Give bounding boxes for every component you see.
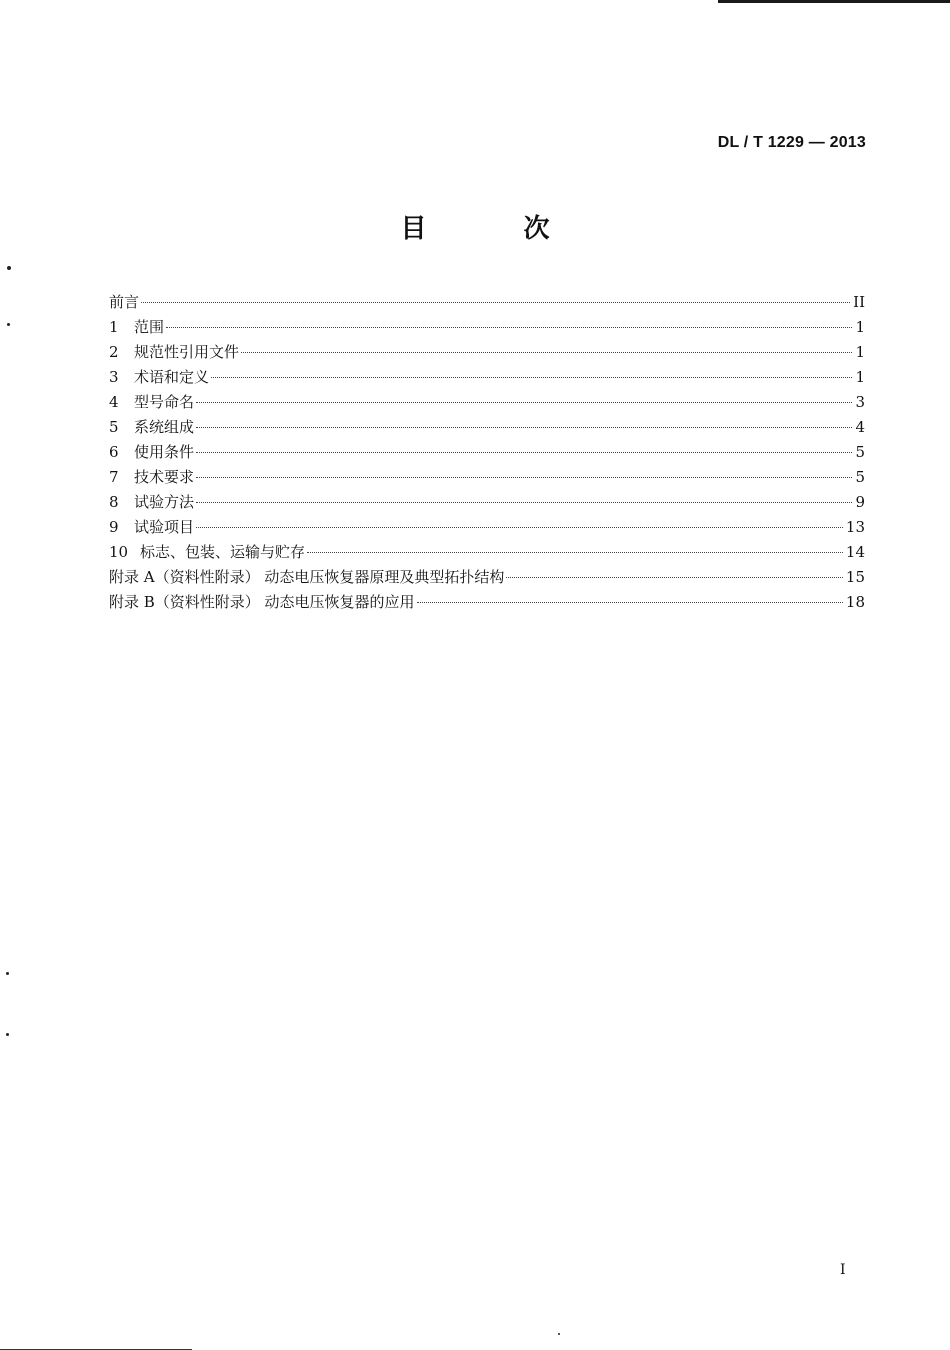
- toc-entry-7[interactable]: [109, 465, 865, 490]
- toc-entry-number: 5: [109, 418, 119, 436]
- dot-leader: [196, 527, 843, 528]
- toc-entry-page: 15: [845, 568, 865, 586]
- toc-entry-appendix-b[interactable]: [109, 590, 865, 615]
- toc-entry-page: 13: [845, 518, 865, 536]
- dot-leader: [417, 602, 843, 603]
- toc-entry-number: 10: [109, 543, 129, 561]
- page-number: I: [840, 1262, 846, 1278]
- toc-entry-page: 14: [845, 543, 865, 561]
- scan-speck: [558, 1333, 560, 1335]
- dot-leader: [241, 352, 852, 353]
- toc-title: 目 次: [400, 214, 594, 244]
- dot-leader: [196, 402, 852, 403]
- toc-entry-title: 系统组成: [134, 418, 195, 436]
- toc-entry-page: 18: [845, 593, 865, 611]
- dot-leader: [211, 377, 852, 378]
- toc-entry-title: 试验项目: [134, 518, 195, 536]
- toc-entry-title: 技术要求: [134, 468, 195, 486]
- toc-entry-appendix-a[interactable]: [109, 565, 865, 590]
- dot-leader: [196, 452, 852, 453]
- toc-entry-number: 3: [109, 368, 119, 386]
- toc-entry-title: 前言: [109, 293, 140, 311]
- toc-entry-number: 1: [109, 318, 119, 336]
- toc-entry-page: 5: [855, 443, 865, 461]
- toc-entry-5[interactable]: [109, 415, 865, 440]
- toc-entry-title: 附录 A（资料性附录） 动态电压恢复器原理及典型拓扑结构: [109, 568, 505, 586]
- toc-entry-page: 4: [855, 418, 865, 436]
- toc-entry-foreword[interactable]: [109, 290, 865, 315]
- toc-entry-title: 试验方法: [134, 493, 195, 511]
- toc-entry-8[interactable]: [109, 490, 865, 515]
- toc-entry-10[interactable]: [109, 540, 865, 565]
- standard-number: DL / T 1229 — 2013: [717, 134, 866, 151]
- scan-speck: [6, 972, 9, 975]
- toc-entry-title: 术语和定义: [134, 368, 210, 386]
- toc-entry-6[interactable]: [109, 440, 865, 465]
- scan-speck: [6, 1033, 9, 1036]
- toc-entry-number: 9: [109, 518, 119, 536]
- toc-entry-page: 5: [855, 468, 865, 486]
- toc-entry-page: 9: [855, 493, 865, 511]
- dot-leader: [196, 477, 852, 478]
- dot-leader: [307, 552, 843, 553]
- toc-entry-3[interactable]: [109, 365, 865, 390]
- scan-speck: [7, 323, 10, 326]
- toc-entry-page: 1: [855, 318, 865, 336]
- toc-entry-title: 标志、包装、运输与贮存: [140, 543, 306, 561]
- toc-entry-page: 1: [855, 368, 865, 386]
- toc-entry-1[interactable]: [109, 315, 865, 340]
- toc-entry-title: 附录 B（资料性附录） 动态电压恢复器的应用: [109, 593, 415, 611]
- dot-leader: [196, 427, 852, 428]
- toc-entry-number: 8: [109, 493, 119, 511]
- toc-entry-title: 规范性引用文件: [134, 343, 240, 361]
- toc-entry-page: 3: [855, 393, 865, 411]
- toc-list: [109, 290, 865, 615]
- toc-entry-number: 2: [109, 343, 119, 361]
- toc-entry-4[interactable]: [109, 390, 865, 415]
- toc-entry-page: 1: [855, 343, 865, 361]
- toc-entry-title: 范围: [134, 318, 165, 336]
- toc-entry-number: 4: [109, 393, 119, 411]
- dot-leader: [196, 502, 852, 503]
- dot-leader: [506, 577, 843, 578]
- toc-entry-title: 型号命名: [134, 393, 195, 411]
- scan-speck: [7, 266, 11, 270]
- dot-leader: [141, 302, 850, 303]
- toc-entry-2[interactable]: [109, 340, 865, 365]
- top-rule: [718, 0, 950, 3]
- toc-entry-page: II: [853, 293, 865, 311]
- toc-entry-9[interactable]: [109, 515, 865, 540]
- toc-entry-number: 6: [109, 443, 119, 461]
- dot-leader: [166, 327, 852, 328]
- toc-entry-title: 使用条件: [134, 443, 195, 461]
- toc-entry-number: 7: [109, 468, 119, 486]
